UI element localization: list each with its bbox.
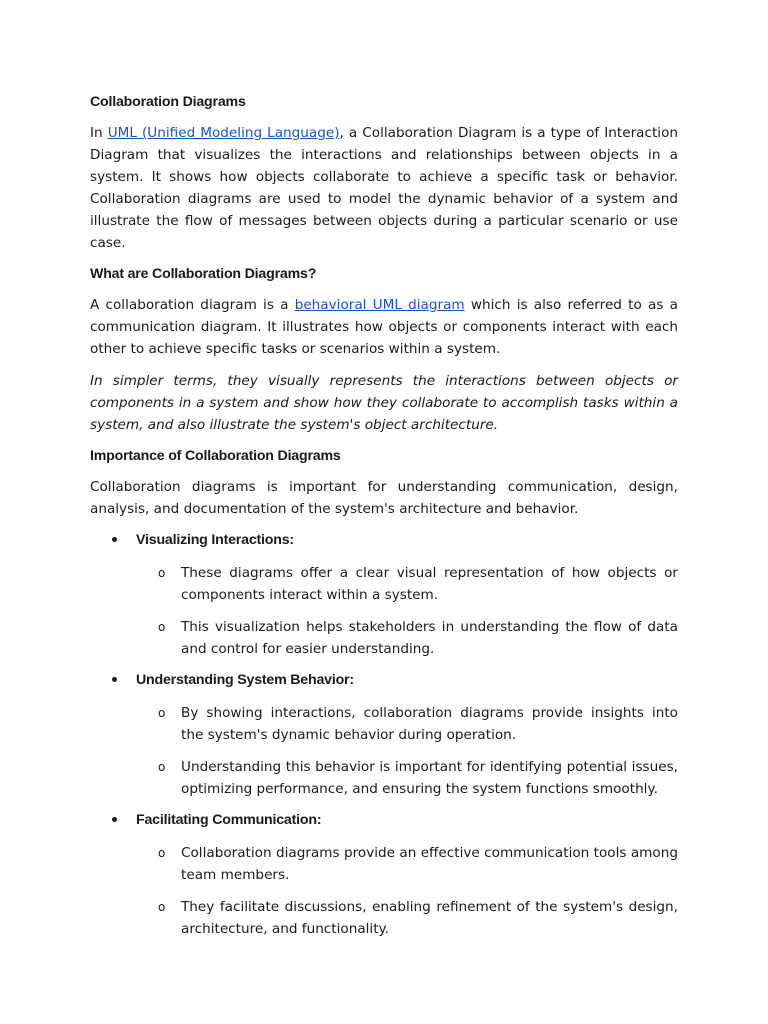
heading-importance: Importance of Collaboration Diagrams xyxy=(90,448,341,464)
sub-list xyxy=(136,702,678,800)
bullet-visualizing-interactions xyxy=(90,530,678,660)
intro-suffix: , a Collaboration Diagram is a type of Interaction Diagram that visualizes the interactions and relationships between objects in a system. It shows how objects collaborate to achieve a specific task or behavior. Collaboration diagrams are used to model the dynamic behavior of a system and illustrate the flow of messages between objects during a particular scenario or use case. xyxy=(90,125,678,251)
intro-prefix: In xyxy=(90,125,108,141)
heading-collaboration-diagrams: Collaboration Diagrams xyxy=(90,94,246,110)
what-paragraph xyxy=(90,294,678,360)
importance-paragraph: Collaboration diagrams is important for understanding communication, design, analysis, and documentation of the system's architecture and behavior. xyxy=(90,479,678,517)
list-item-text: They facilitate discussions, enabling refinement of the system's design, architecture, and functionality. xyxy=(181,899,678,937)
list-item-text: Collaboration diagrams provide an effective communication tools among team members. xyxy=(181,845,678,883)
list-item xyxy=(136,896,678,940)
bullet-dot-icon xyxy=(112,677,117,682)
bullet-understanding-system-behavior xyxy=(90,670,678,800)
what-suffix: which is also referred to as a communication diagram. It illustrates how objects or components interact with each other to achieve specific tasks or scenarios within a system. xyxy=(90,297,678,357)
list-item xyxy=(136,616,678,660)
circle-bullet-icon: o xyxy=(158,620,166,634)
bullet-dot-icon xyxy=(112,817,117,822)
italic-paragraph: In simpler terms, they visually represents the interactions between objects or components in a system and show how they collaborate to accomplish tasks within a system, and also illustrate the system's object architecture. xyxy=(90,373,678,433)
intro-paragraph xyxy=(90,122,678,254)
list-item xyxy=(136,756,678,800)
circle-bullet-icon: o xyxy=(158,566,166,580)
list-item xyxy=(136,842,678,886)
sub-list xyxy=(136,842,678,940)
circle-bullet-icon: o xyxy=(158,760,166,774)
circle-bullet-icon: o xyxy=(158,846,166,860)
importance-list xyxy=(90,530,678,940)
list-item xyxy=(136,562,678,606)
bullet-dot-icon xyxy=(112,537,117,542)
what-prefix: A collaboration diagram is a xyxy=(90,297,295,313)
list-item-text: By showing interactions, collaboration diagrams provide insights into the system's dynamic behavior during operation. xyxy=(181,705,678,743)
circle-bullet-icon: o xyxy=(158,706,166,720)
circle-bullet-icon: o xyxy=(158,900,166,914)
sub-list xyxy=(136,562,678,660)
bullet-facilitating-communication xyxy=(90,810,678,940)
heading-what-are: What are Collaboration Diagrams? xyxy=(90,266,317,282)
behavioral-uml-link[interactable]: behavioral UML diagram xyxy=(294,297,465,313)
list-item xyxy=(136,702,678,746)
bullet-title: Understanding System Behavior: xyxy=(136,672,354,688)
list-item-text: Understanding this behavior is important for identifying potential issues, optimizing performance, and ensuring the system functions smoothly. xyxy=(181,759,678,797)
list-item-text: These diagrams offer a clear visual representation of how objects or components interact within a system. xyxy=(181,565,678,603)
bullet-title: Facilitating Communication: xyxy=(136,812,322,828)
bullet-title: Visualizing Interactions: xyxy=(136,532,294,548)
list-item-text: This visualization helps stakeholders in understanding the flow of data and control for easier understanding. xyxy=(181,619,678,657)
uml-link[interactable]: UML (Unified Modeling Language) xyxy=(107,125,340,141)
